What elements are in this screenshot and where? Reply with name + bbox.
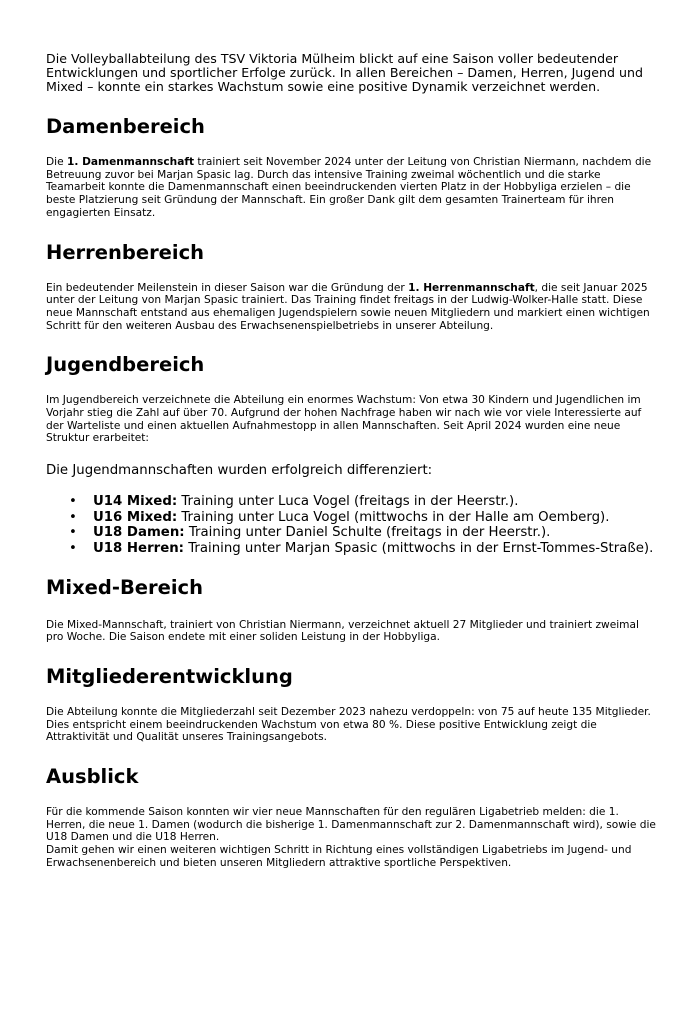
heading-ausblick: Ausblick [46, 765, 139, 789]
ausblick-paragraph-2: Damit gehen wir einen weiteren wichtigen Schritt in Richtung eines vollständigen Ligabetriebs im Jugend- und Erwachsenenbereich und bieten unseren Mitgliedern attraktive sportliche Perspektiven. [46, 844, 632, 869]
heading-mitglieder: Mitgliederentwicklung [46, 664, 293, 688]
section-ausblick [46, 766, 656, 870]
heading-damen: Damenbereich [46, 115, 205, 138]
list-item [69, 525, 656, 541]
team-name: U16 Mixed: [93, 509, 178, 525]
section-mixed [46, 577, 656, 644]
herren-paragraph [46, 282, 656, 333]
list-item [69, 509, 656, 526]
bullet-icon: • [69, 494, 77, 510]
herren-text-after: , die seit Januar 2025 unter der Leitung von Marjan Spasic trainiert. Das Training findet freitags in der Ludwig-Wolker-Halle statt. Diese neue Mannschaft entstand aus ehemaligen Jugendspielern sowie neuen Mitgliedern und markiert einen wichtigen Schritt für den weiteren Ausbau des Erwachsenenspielbetriebs in unserer Abteilung. [46, 281, 650, 332]
team-name: U18 Herren: [93, 540, 184, 556]
herren-team-name: 1. Herrenmannschaft [408, 281, 535, 294]
bullet-icon: • [69, 525, 77, 541]
section-mitglieder [46, 666, 656, 744]
team-desc: Training unter Marjan Spasic (mittwochs in der Ernst-Tommes-Straße). [184, 540, 654, 556]
jugend-paragraph: Im Jugendbereich verzeichnete die Abteilung ein enormes Wachstum: Von etwa 30 Kindern und Jugendlichen im Vorjahr stieg die Zahl auf über 70. Aufgrund der hohen Nachfrage haben wir nach wie vor viele Interessierte auf der Warteliste und einen aktuellen Aufnahmestopp in allen Mannschaften. Seit April 2024 wurden eine neue Struktur erarbeitet: [46, 394, 642, 445]
team-name: U18 Damen: [93, 525, 185, 541]
list-item [69, 540, 656, 557]
team-desc: Training unter Luca Vogel (mittwochs in der Halle am Oemberg). [177, 509, 610, 525]
damen-team-name: 1. Damenmannschaft [67, 156, 195, 168]
damen-paragraph [46, 156, 656, 220]
bullet-icon: • [69, 509, 77, 525]
team-name: U14 Mixed: [93, 494, 178, 510]
section-damen [46, 116, 656, 220]
intro-paragraph: Die Volleyballabteilung des TSV Viktoria Mülheim blickt auf eine Saison voller bedeutender Entwicklungen und sportlicher Erfolge zurück. In allen Bereichen – Damen, Herren, Jugend und Mixed – konnte ein starkes Wachstum sowie eine positive Dynamik verzeichnet werden. [46, 51, 643, 94]
section-jugend [46, 354, 656, 556]
damen-text-before: Die [46, 156, 67, 168]
list-item [69, 494, 656, 510]
team-desc: Training unter Luca Vogel (freitags in der Heerstr.). [177, 494, 519, 510]
heading-jugend: Jugendbereich [46, 353, 205, 377]
damen-text-after: trainiert seit November 2024 unter der Leitung von Christian Niermann, nachdem die Betreuung zuvor bei Marjan Spasic lag. Durch das intensive Training zweimal wöchentlich und die starke Teamarbeit konnte die Damenmannschaft einen beeindruckenden vierten Platz in der Hobbyliga erzielen – die beste Platzierung seit Gründung der Mannschaft. Ein großer Dank gilt dem gesamten Trainerteam für ihren engagierten Einsatz. [46, 156, 652, 219]
herren-text-before: Ein bedeutender Meilenstein in dieser Saison war die Gründung der [46, 281, 409, 294]
jugend-subintro: Die Jugendmannschaften wurden erfolgreich differenziert: [46, 463, 433, 479]
heading-herren: Herrenbereich [46, 240, 205, 264]
bullet-icon: • [69, 540, 77, 556]
jugend-team-list [46, 494, 656, 556]
mitglieder-paragraph: Die Abteilung konnte die Mitgliederzahl seit Dezember 2023 nahezu verdoppeln: von 75 auf heute 135 Mitglieder. Dies entspricht einem beeindruckenden Wachstum von etwa 80 %. Diese positive Entwicklung zeigt die Attraktivität und Qualität unseres Trainingsangebots. [46, 705, 651, 744]
section-herren [46, 242, 656, 333]
team-desc: Training unter Daniel Schulte (freitags in der Heerstr.). [184, 525, 551, 541]
document-body [46, 52, 656, 870]
mixed-paragraph: Die Mixed-Mannschaft, trainiert von Christian Niermann, verzeichnet aktuell 27 Mitglieder und trainiert zweimal pro Woche. Die Saison endete mit einer soliden Leistung in der Hobbyliga. [46, 618, 639, 644]
ausblick-paragraph-1: Für die kommende Saison konnten wir vier neue Mannschaften für den regulären Ligabetrieb melden: die 1. Herren, die neue 1. Damen (wodurch die bisherige 1. Damenmannschaft zur 2. Damenmannschaft wird), sowie die U18 Damen und die U18 Herren. [46, 806, 656, 844]
heading-mixed: Mixed-Bereich [46, 575, 203, 599]
